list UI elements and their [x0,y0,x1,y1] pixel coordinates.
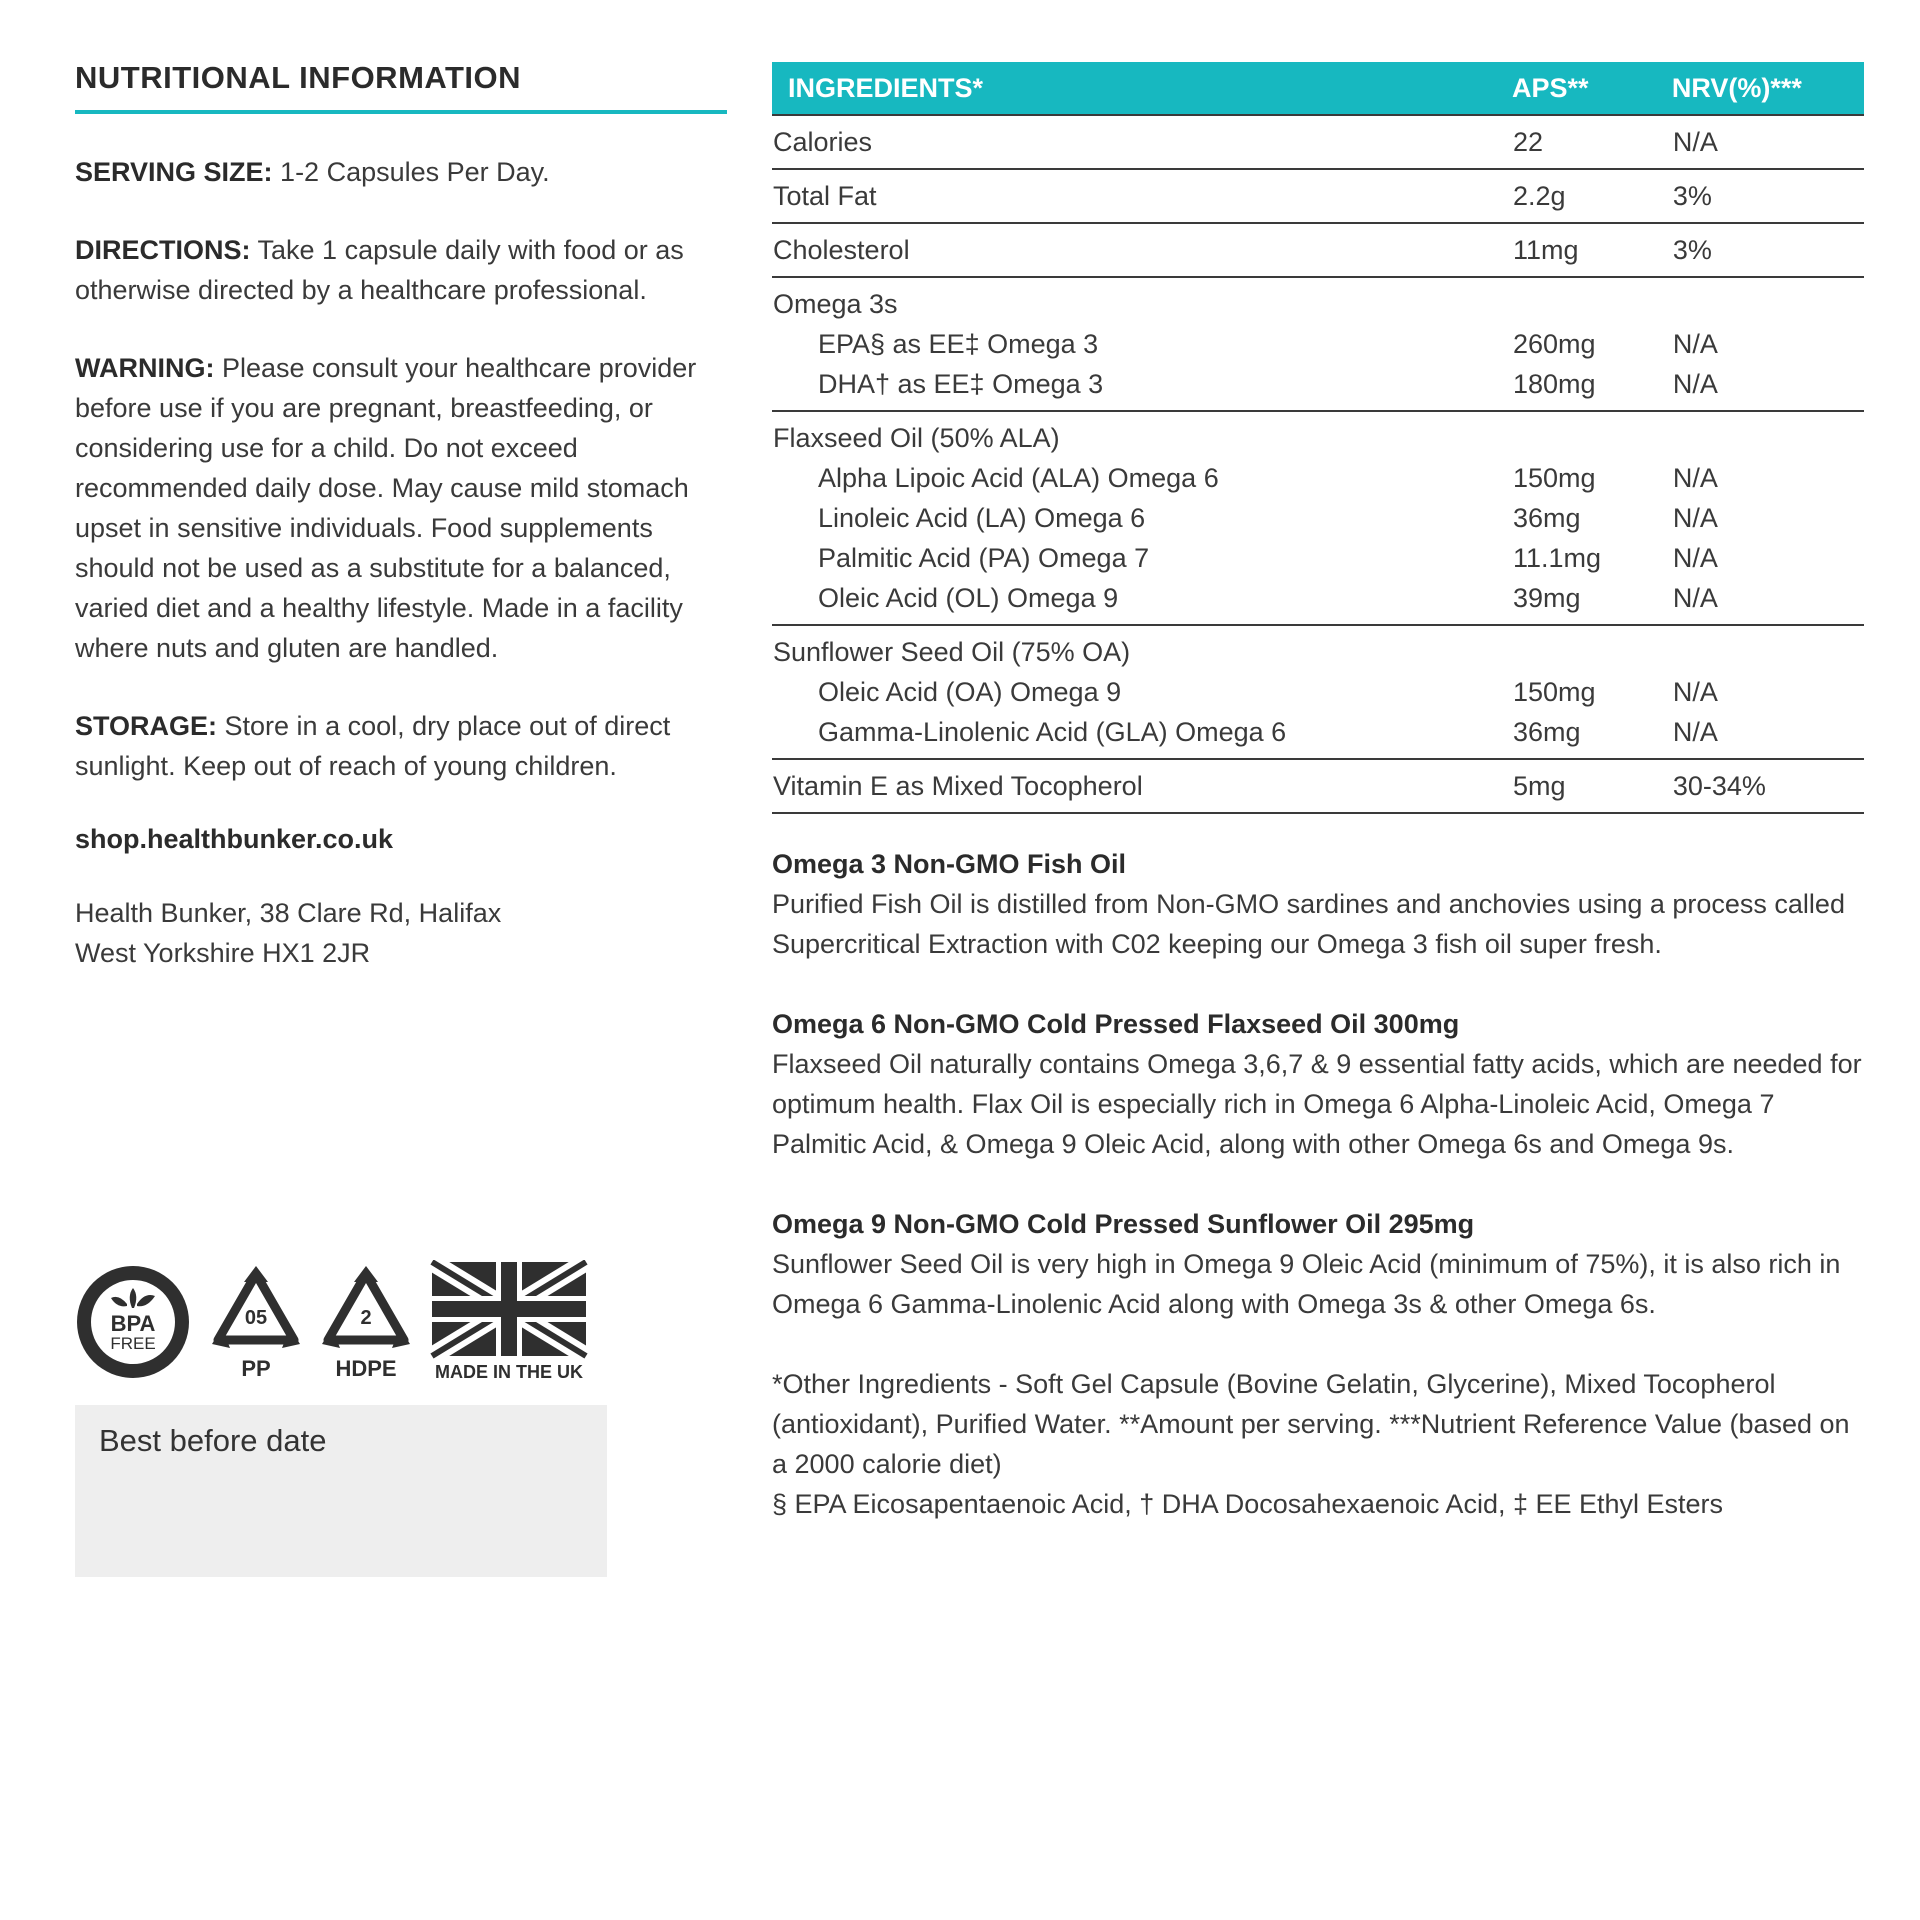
note-sunflower-oil [772,1204,1864,1324]
note-text: Flaxseed Oil naturally contains Omega 3,6,7 & 9 essential fatty acids, which are needed for optimum health. Flax Oil is especially rich in Omega 6 Alpha-Linoleic Acid, Omega 7 Palmitic Acid, & Omega 9 Oleic Acid, along with other Omega 6s and Omega 9s. [772,1049,1862,1159]
directions [75,230,727,310]
nrv-value: 3% [1672,235,1712,265]
ingredient-name: Alpha Lipoic Acid (ALA) Omega 6 [818,463,1219,493]
nrv-value: N/A [1672,463,1718,493]
address-line-2: West Yorkshire HX1 2JR [75,938,371,968]
nrv-cell [1672,277,1864,411]
nrv-cell [1672,625,1864,759]
nrv-value: N/A [1672,583,1718,613]
ingredient-name: Linoleic Acid (LA) Omega 6 [818,503,1146,533]
nrv-cell [1672,115,1864,169]
section-title: NUTRITIONAL INFORMATION [75,60,727,114]
aps-cell [1512,759,1672,813]
nrv-cell [1672,759,1864,813]
ingredient-name: Calories [773,127,873,157]
storage-text: Store in a cool, dry place out of direct sunlight. Keep out of reach of young children. [75,711,671,781]
aps-value: 11.1mg [1512,543,1602,573]
nrv-value: N/A [1672,503,1718,533]
storage [75,706,727,786]
ingredient-name: DHA† as EE‡ Omega 3 [818,369,1104,399]
ingredient-name: Palmitic Acid (PA) Omega 7 [818,543,1150,573]
aps-cell [1512,277,1672,411]
best-before-box [75,1405,607,1577]
hdpe-number: 2 [360,1307,372,1329]
ingredient-name: EPA§ as EE‡ Omega 3 [818,329,1099,359]
header-aps: APS** [1512,62,1672,115]
ingredient-cell [772,759,1512,813]
aps-value: 5mg [1512,771,1566,801]
hdpe-label: HDPE [335,1356,397,1381]
ingredient-name: Total Fat [773,181,877,211]
note-text: Purified Fish Oil is distilled from Non-GMO sardines and anchovies using a process called Supercritical Extraction with C02 keeping our Omega 3 fish oil super fresh. [772,889,1845,959]
aps-value: 11mg [1512,235,1579,265]
aps-value [1513,418,1671,458]
aps-value: 36mg [1512,503,1581,533]
aps-value [1513,632,1671,672]
nrv-value: N/A [1672,127,1718,157]
note-title: Omega 9 Non-GMO Cold Pressed Sunflower Oil 295mg [772,1209,1475,1239]
recycle-pp-icon [210,1264,302,1382]
aps-value: 150mg [1512,677,1596,707]
recycle-hdpe-icon [320,1264,412,1382]
nrv-value [1673,418,1863,458]
ingredient-name: Sunflower Seed Oil (75% OA) [773,637,1131,667]
table-row [772,115,1864,169]
nrv-cell [1672,223,1864,277]
serving-label: SERVING SIZE: [75,157,273,187]
nutrition-table [772,62,1864,814]
ingredient-cell [772,411,1512,625]
ingredient-name: Vitamin E as Mixed Tocopherol [773,771,1143,801]
nrv-value: 3% [1672,181,1712,211]
bpa-text: BPA [110,1311,156,1336]
ingredient-name: Oleic Acid (OL) Omega 9 [818,583,1119,613]
aps-value: 22 [1512,127,1544,157]
certification-icons [75,1260,605,1385]
uk-flag-icon [430,1260,600,1384]
table-header-row [772,62,1864,115]
ingredient-cell [772,625,1512,759]
aps-value [1513,284,1671,324]
footnote: *Other Ingredients - Soft Gel Capsule (Bovine Gelatin, Glycerine), Mixed Tocopherol (antioxidant), Purified Water. **Amount per serving. ***Nutrient Reference Value (based on a 2000 calorie diet) [772,1369,1850,1479]
directions-label: DIRECTIONS: [75,235,251,265]
bpa-free-icon [75,1264,191,1380]
aps-value: 2.2g [1512,181,1566,211]
table-row [772,759,1864,813]
ingredient-name: Oleic Acid (OA) Omega 9 [818,677,1122,707]
website-link[interactable]: shop.healthbunker.co.uk [75,824,394,854]
serving-text: 1-2 Capsules Per Day. [272,157,550,187]
table-row [772,277,1864,411]
note-title: Omega 6 Non-GMO Cold Pressed Flaxseed Oil 300mg [772,1009,1460,1039]
ingredient-name: Cholesterol [773,235,910,265]
nrv-value [1673,632,1863,672]
aps-cell [1512,411,1672,625]
best-before-label: Best before date [99,1423,327,1458]
aps-value: 36mg [1512,717,1581,747]
nrv-value: N/A [1672,329,1718,359]
aps-value: 180mg [1512,369,1596,399]
table-row [772,223,1864,277]
aps-cell [1512,625,1672,759]
nrv-value: N/A [1672,717,1718,747]
aps-cell [1512,223,1672,277]
storage-label: STORAGE: [75,711,218,741]
ingredient-cell [772,223,1512,277]
aps-value: 260mg [1512,329,1596,359]
ingredient-name: Flaxseed Oil (50% ALA) [773,423,1060,453]
header-nrv: NRV(%)*** [1672,62,1864,115]
abbreviations: § EPA Eicosapentaenoic Acid, † DHA Docosahexaenoic Acid, ‡ EE Ethyl Esters [772,1489,1724,1519]
ingredient-cell [772,277,1512,411]
note-text: Sunflower Seed Oil is very high in Omega 9 Oleic Acid (minimum of 75%), it is also rich in Omega 6 Gamma-Linolenic Acid along with Omega 3s & other Omega 6s. [772,1249,1841,1319]
ingredient-cell [772,169,1512,223]
nrv-value [1673,284,1863,324]
ingredient-notes [772,844,1864,1524]
left-column [75,60,727,973]
note-flaxseed-oil [772,1004,1864,1164]
note-fish-oil [772,844,1864,964]
free-text: FREE [110,1334,156,1353]
aps-cell [1512,169,1672,223]
nrv-cell [1672,169,1864,223]
warning-label: WARNING: [75,353,215,383]
warning-text: Please consult your healthcare provider before use if you are pregnant, breastfeeding, or considering use for a child. Do not exceed recommended daily dose. May cause mild stomach upset in sensitive individuals. Food supplements should not be used as a substitute for a balanced, varied diet and a healthy lifestyle. Made in a facility where nuts and gluten are handled. [75,353,697,663]
nrv-value: N/A [1672,677,1718,707]
header-ingredients: INGREDIENTS* [772,62,1512,115]
table-row [772,411,1864,625]
address-line-1: Health Bunker, 38 Clare Rd, Halifax [75,898,502,928]
right-column [772,62,1864,1524]
nrv-cell [1672,411,1864,625]
pp-number: 05 [244,1307,268,1329]
ingredient-name: Gamma-Linolenic Acid (GLA) Omega 6 [818,717,1287,747]
aps-cell [1512,115,1672,169]
aps-value: 150mg [1512,463,1596,493]
table-row [772,625,1864,759]
warning [75,348,727,668]
serving-size [75,152,727,192]
pp-label: PP [241,1356,271,1381]
directions-text: Take 1 capsule daily with food or as otherwise directed by a healthcare professional. [75,235,684,305]
aps-value: 39mg [1512,583,1581,613]
address [75,893,727,973]
ingredient-cell [772,115,1512,169]
nrv-value: N/A [1672,369,1718,399]
uk-label: MADE IN THE UK [435,1362,583,1382]
table-row [772,169,1864,223]
nrv-value: N/A [1672,543,1718,573]
note-title: Omega 3 Non-GMO Fish Oil [772,849,1127,879]
nrv-value: 30-34% [1672,771,1766,801]
ingredient-name: Omega 3s [773,289,898,319]
